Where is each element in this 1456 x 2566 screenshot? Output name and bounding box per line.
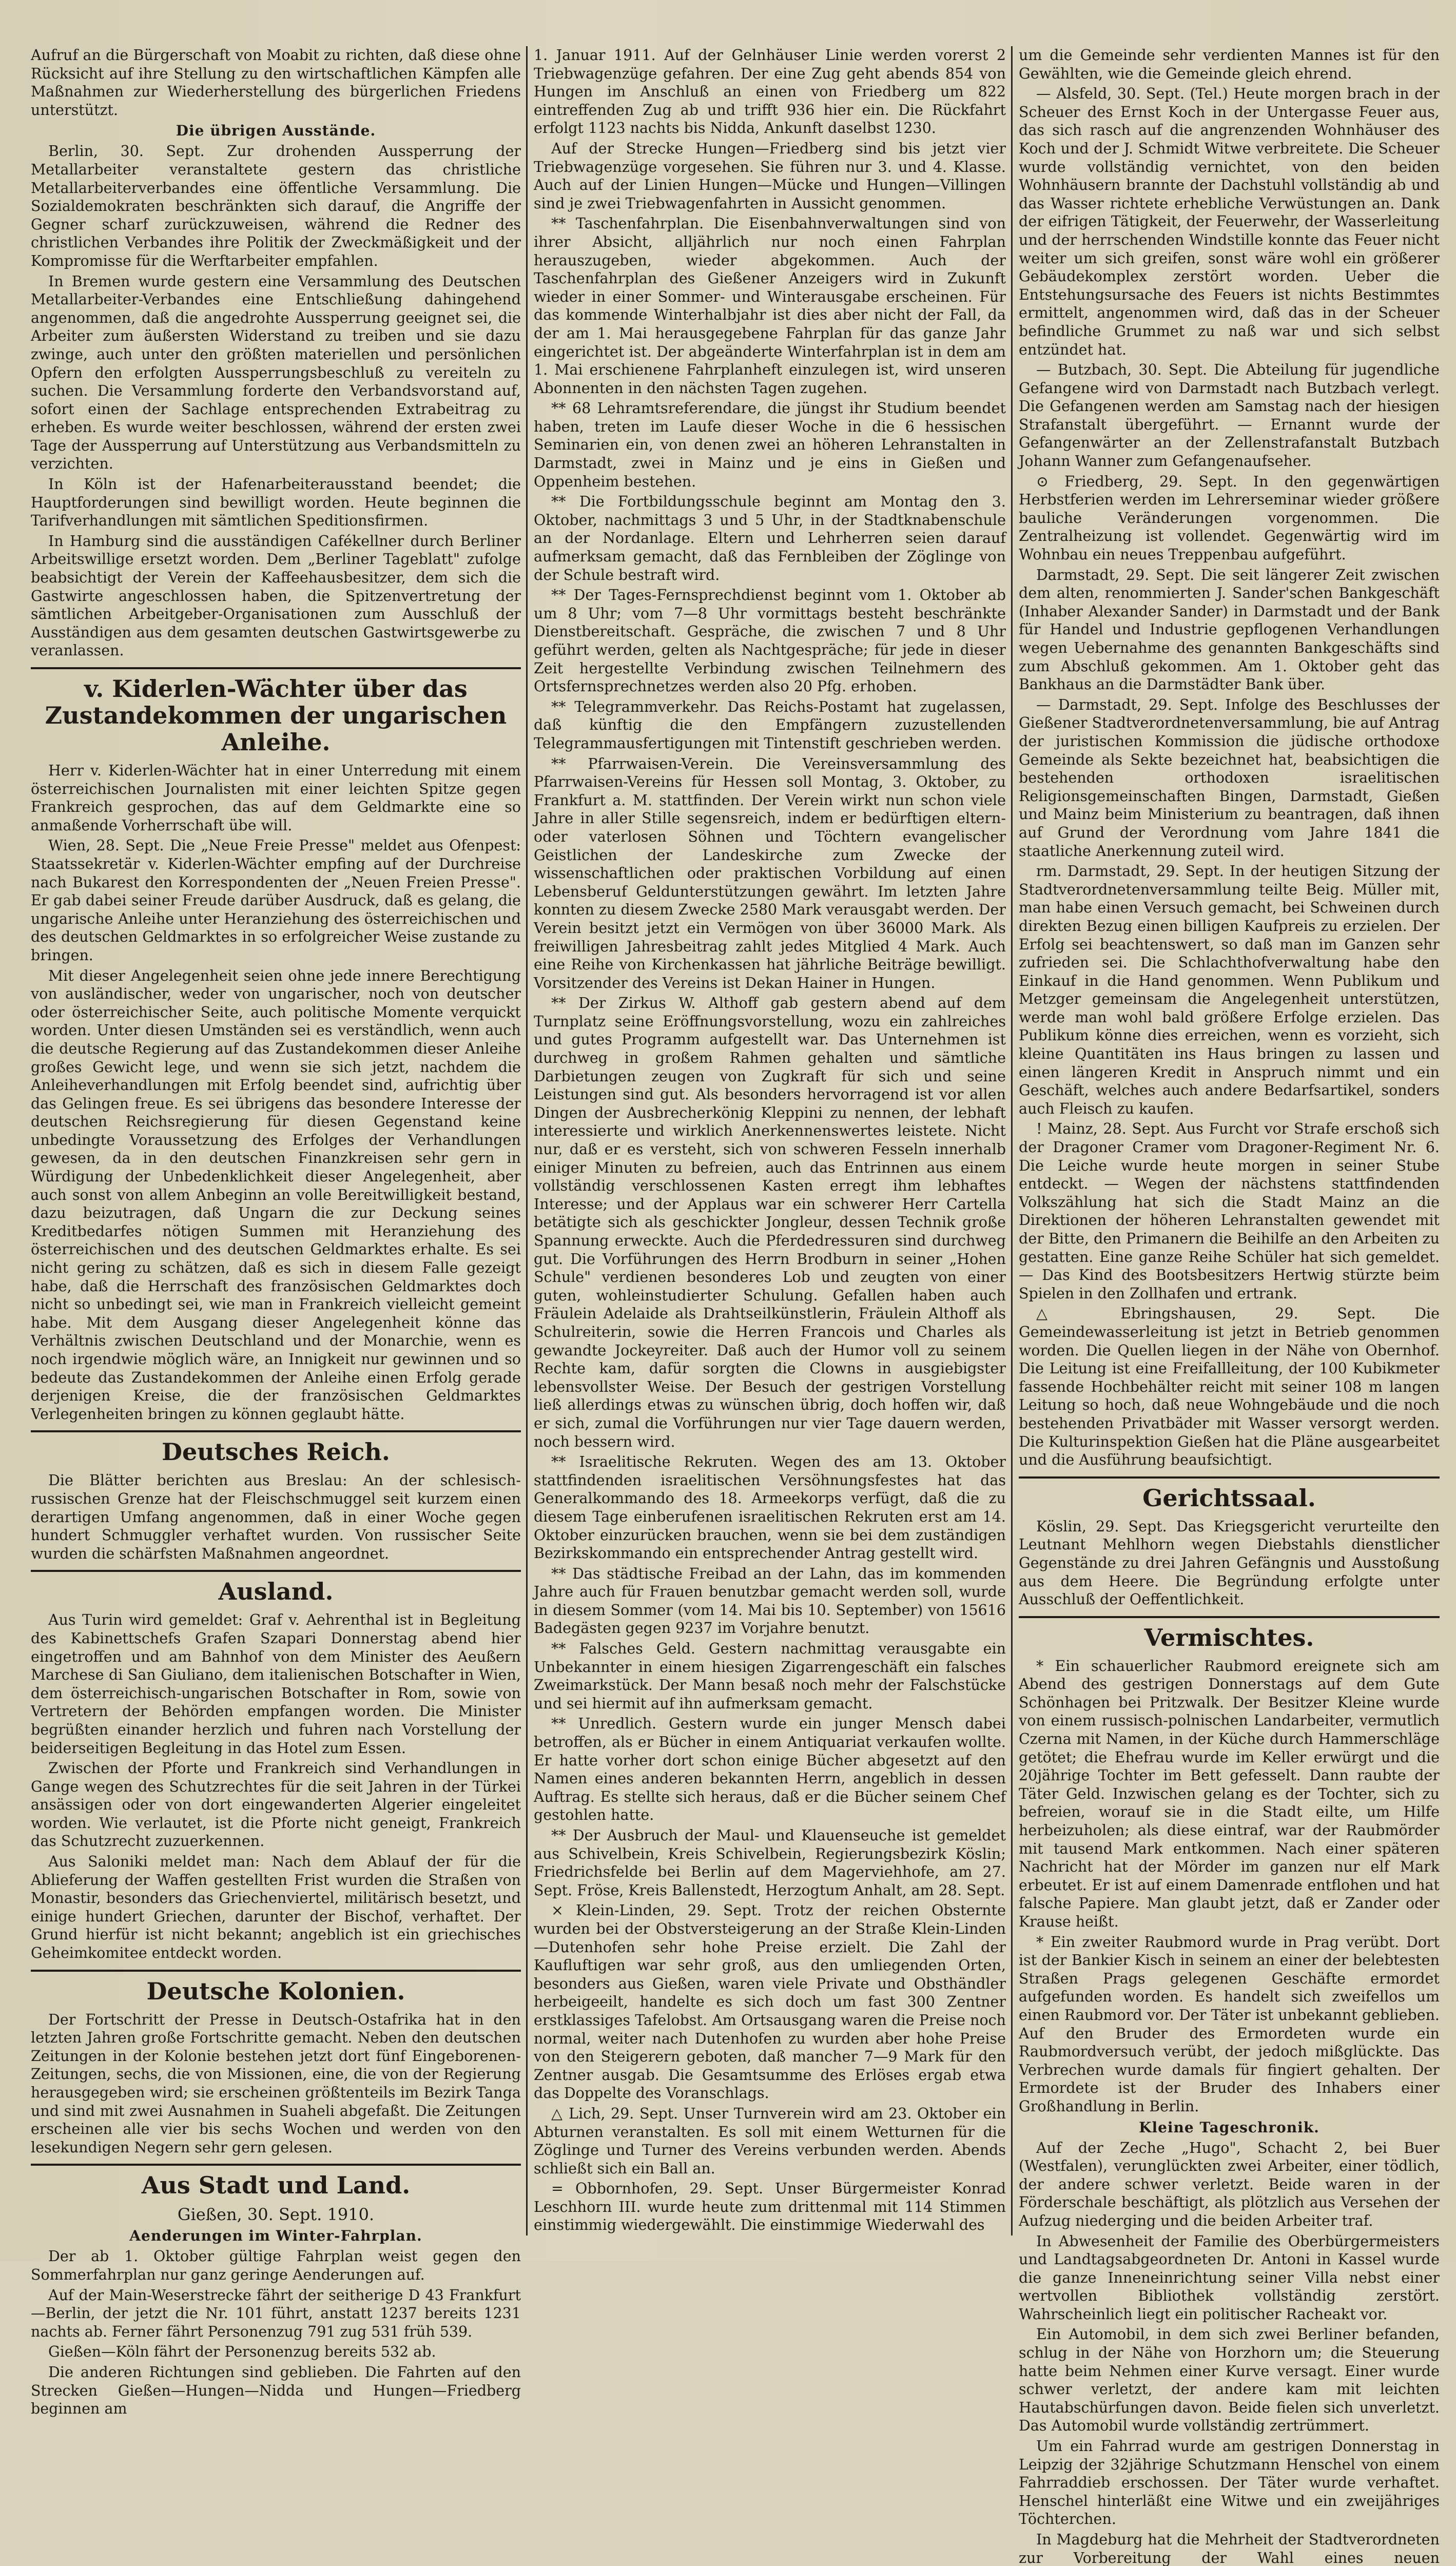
article-paragraph: Auf der Zeche „Hugo", Schacht 2, bei Buer (Westfalen), verunglückten zwei Arbeiter, einer tödlich, der andere schwer verletzt. Beide waren in der Förderschale beschäftigt, als plötzlich aus Versehen der Aufzug niederging und die beiden Arbeiter traf.	[1019, 2139, 1440, 2229]
article-paragraph: rm. Darmstadt, 29. Sept. In der heutigen Sitzung der Stadtverordnetenversammlung teilte Beig. Müller mit, man habe einen Versuch gemacht, bei Schweinen durch direkten Bezug einen billigen Kaufpreis zu erzielen. Der Erfolg sei beachtenswert, so daß man im Ganzen sehr zufrieden sei. Die Schlachthofverwaltung habe den Einkauf in die Hand genommen. Wenn Publikum und Metzger gemeinsam die Angelegenheit unterstützen, werde man wohl bald größere Erfolge erzielen. Das Publikum könne dies erreichen, wenn es vorzieht, sich kleine Quantitäten ins Haus bringen zu lassen und einen längeren Kredit in Anspruch nimmt und ein Geschäft, welches auch andere Bedarfsartikel, sonders auch Fleisch zu kaufen.	[1019, 863, 1440, 1117]
article-paragraph: ** Der Ausbruch der Maul- und Klauenseuche ist gemeldet aus Schivelbein, Kreis Schivelbein, Regierungsbezirk Köslin; Friedrichsfelde bei Berlin auf dem Magerviehhofe, am 27. Sept. Fröse, Kreis Ballenstedt, Herzogtum Anhalt, am 28. Sept.	[534, 1827, 1006, 1899]
column-rule	[1011, 46, 1013, 2235]
article-paragraph: △ Lich, 29. Sept. Unser Turnverein wird am 23. Oktober ein Abturnen veranstalten. Es soll mit einem Wetturnen für die Zöglinge und Turner des Vereins verbunden werden. Abends schließt sich ein Ball an.	[534, 2105, 1006, 2177]
article-paragraph: ** Der Tages-Fernsprechdienst beginnt vom 1. Oktober ab um 8 Uhr; vom 7—8 Uhr vormittags besteht beschränkte Dienstbereitschaft. Gespräche, die zwischen 7 und 8 Uhr geführt werden, gelten als Nachtgespräche; für jede in dieser Zeit hergestellte Verbindung zwischen Teilnehmern des Ortsfernsprechnetzes werden also 20 Pfg. erhoben.	[534, 587, 1006, 695]
article-paragraph: ** Unredlich. Gestern wurde ein junger Mensch dabei betroffen, als er Bücher in einem Antiquariat verkaufen wollte. Er hatte vorher dort schon einige Bücher abgesetzt auf den Namen eines anderen bekannten Herrn, angeblich in dessen Auftrag. Es stellte sich heraus, daß er die Bücher seinem Chef gestohlen hatte.	[534, 1715, 1006, 1824]
article-paragraph: * Ein zweiter Raubmord wurde in Prag verübt. Dort ist der Bankier Kisch in seinem an einer der belebtesten Straßen Prags gelegenen Geschäfte ermordet aufgefunden worden. Es handelt sich zweifellos um einen Raubmord vor. Der Täter ist unbekannt geblieben. Auf den Bruder des Ermordeten wurde ein Raubmordversuch verübt, der jedoch mißglückte. Das Verbrechen wurde damals für fingiert gehalten. Der Ermordete ist der Bruder des Inhabers einer Großhandlung in Berlin.	[1019, 1933, 1440, 2115]
article-paragraph: ** Falsches Geld. Gestern nachmittag verausgabte ein Unbekannter in einem hiesigen Zigarrengeschäft ein falsches Zweimarkstück. Der Mann besaß noch mehr der Falschstücke und sei hiermit auf ihn aufmerksam gemacht.	[534, 1640, 1006, 1712]
article-paragraph: — Alsfeld, 30. Sept. (Tel.) Heute morgen brach in der Scheuer des Ernst Koch in der Untergasse Feuer aus, das sich rasch auf die angrenzenden Wohnhäuser des Koch und der J. Schmidt Witwe verbreitete. Die Scheuer wurde vollständig vernichtet, von den beiden Wohnhäusern brannte der Dachstuhl vollständig ab und das Wasser richtete erhebliche Verwüstungen an. Dank der eifrigen Tätigkeit, der Feuerwehr, der Wasserleitung und der herrschenden Windstille konnte das Feuer nicht weiter um sich greifen, sonst wäre wohl ein größerer Gebäudekomplex zerstört worden. Ueber die Entstehungsursache des Feuers ist nichts Bestimmtes ermittelt, angenommen wird, daß das in der Scheuer befindliche Grummet zu naß war und sich selbst entzündet hat.	[1019, 85, 1440, 358]
article-paragraph: ! Mainz, 28. Sept. Aus Furcht vor Strafe erschoß sich der Dragoner Cramer vom Dragoner-Regiment Nr. 6. Die Leiche wurde heute morgen in seiner Stube entdeckt. — Wegen der nächstens stattfindenden Volkszählung hat sich die Stadt Mainz an die Direktionen der höheren Lehranstalten gewendet mit der Bitte, den Primanern die Beihilfe an den Arbeiten zu gestatten. Eine ganze Reihe Schüler hat sich gemeldet. — Das Kind des Bootsbesitzers Hertwig stürzte beim Spielen in den Zollhafen und ertrank.	[1019, 1120, 1440, 1302]
column-1	[31, 46, 521, 2418]
article-paragraph: Um ein Fahrrad wurde am gestrigen Donnerstag in Leipzig der 32jährige Schutzmann Henschel von einem Fahrraddieb erschossen. Der Täter wurde verhaftet. Henschel hinterläßt eine Witwe und ein zweijähriges Töchterchen.	[1019, 2438, 1440, 2528]
section-heading-vermischtes: Vermischtes.	[1019, 1616, 1440, 1651]
article-paragraph: ** Die Fortbildungsschule beginnt am Montag den 3. Oktober, nachmittags 3 und 5 Uhr, in der Stadtknabenschule an der Nordanlage. Eltern und Lehrherren seien darauf aufmerksam gemacht, daß das Fernbleiben der Zöglinge von der Schule bestraft wird.	[534, 493, 1006, 584]
article-paragraph: Die anderen Richtungen sind geblieben. Die Fahrten auf den Strecken Gießen—Hungen—Nidda und Hungen—Friedberg beginnen am	[31, 2363, 521, 2418]
article-paragraph: Auf der Strecke Hungen—Friedberg sind bis jetzt vier Triebwagenzüge vorgesehen. Sie führen nur 3. und 4. Klasse. Auch auf der Linien Hungen—Mücke und Hungen—Villingen sind je zwei Triebwagenfahrten in Aussicht genommen.	[534, 140, 1006, 212]
article-paragraph: Aus Saloniki meldet man: Nach dem Ablauf der für die Ablieferung der Waffen gestellten Frist wurden die Straßen von Monastir, besonders das Griechenviertel, militärisch besetzt, und einige hundert Griechen, darunter der Bischof, verhaftet. Der Grund hierfür ist nicht bekannt; angeblich ist ein griechisches Geheimkomitee entdeckt worden.	[31, 1853, 521, 1962]
article-paragraph: △ Ebringshausen, 29. Sept. Die Gemeindewasserleitung ist jetzt in Betrieb genommen worden. Die Quellen liegen in der Nähe von Obernhof. Die Leitung ist eine Freifallleitung, der 100 Kubikmeter fassende Hochbehälter reicht mit seiner 108 m langen Leitung so hoch, daß neue Wohngebäude und die noch bestehenden Privatbäder mit Wasser versorgt werden. Die Kulturinspektion Gießen hat die Pläne ausgearbeitet und die Ausführung beaufsichtigt.	[1019, 1305, 1440, 1469]
article-paragraph: ** Das städtische Freibad an der Lahn, das im kommenden Jahre auch für Frauen benutzbar gemacht werden soll, wurde in diesem Sommer (vom 14. Mai bis 10. September) von 15616 Badegästen gegen 9237 im Vorjahre benutzt.	[534, 1565, 1006, 1637]
article-paragraph: In Magdeburg hat die Mehrheit der Stadtverordneten zur Vorbereitung der Wahl eines neuen	[1019, 2531, 1440, 2566]
article-paragraph: ** 68 Lehramtsreferendare, die jüngst ihr Studium beendet haben, treten im Laufe dieser Woche in die 6 hessischen Seminarien ein, von denen zwei an höheren Lehranstalten in Darmstadt, zwei in Mainz und je eins in Gießen und Oppenheim bestehen.	[534, 400, 1006, 490]
article-paragraph: Der ab 1. Oktober gültige Fahrplan weist gegen den Sommerfahrplan nur ganz geringe Aenderungen auf.	[31, 2248, 521, 2283]
article-paragraph: × Klein-Linden, 29. Sept. Trotz der reichen Obsternte wurden bei der Obstversteigerung an der Straße Klein-Linden—Dutenhofen sehr hohe Preise erzielt. Die Zahl der Kaufluftigen war sehr groß, aus den umliegenden Orten, besonders aus Gießen, waren viele Private und Obsthändler herbeigeeilt, handelte es sich doch um fast 300 Zentner erstklassiges Tafelobst. Am Ortsausgang waren die Preise noch normal, weiter nach Dutenhofen zu wurden aber hohe Preise von den Steigerern geboten, daß mancher 7—9 Mark für den Zentner ausgab. Die Gesamtsumme des Erlöses ergab etwa das Doppelte des Voranschlags.	[534, 1902, 1006, 2102]
section-heading-stadt-und-land: Aus Stadt und Land.	[31, 2164, 521, 2199]
article-paragraph: ** Der Zirkus W. Althoff gab gestern abend auf dem Turnplatz seine Eröffnungsvorstellung, wozu ein zahlreiches und gutes Programm aufgestellt war. Das Unternehmen ist durchweg in großem Rahmen gehalten und sämtliche Darbietungen zeugen von Zugkraft für sich und seine Leistungen sind gut. Als besonders hervorragend ist vor allen Dingen der Ausbrecherkönig Kleppini zu nennen, der lebhaft interessierte und wirklich Anerkennenswertes leistete. Nicht nur, daß er es versteht, sich von schweren Fesseln innerhalb einiger Minuten zu befreien, auch das Entrinnen aus einem vollständig verschlossenen Kasten erregt ihm lebhaftes Interesse; und der Applaus war ein schwerer Herr Cartella betätigte sich als geschickter Jongleur, dessen Technik große Spannung erweckte. Auch die Pferdedressuren sind durchweg gut. Die Vorführungen des Herrn Brodburn in seiner „Hohen Schule" verdienen besonderes Lob und zeugten von einer guten, wohleinstudierter Schulung. Gefallen haben auch Fräulein Adelaide als Drahtseilkünstlerin, Fräulein Althoff als Schulreiterin, sowie die Herren Francois und Charles als gewandte Jockeyreiter. Daß auch der Humor voll zu seinem Rechte kam, dafür sorgten die Clowns in ausgiebigster lebensvollster Weise. Der Besuch der gestrigen Vorstellung ließ allerdings etwas zu wünschen übrig, doch hoffen wir, daß er sich, zumal die Vorführungen nur vier Tage dauern werden, noch bessern wird.	[534, 995, 1006, 1450]
article-paragraph: ⊙ Friedberg, 29. Sept. In den gegenwärtigen Herbstferien werden im Lehrerseminar wieder größere bauliche Veränderungen vorgenommen. Die Zentralheizung ist vollendet. Gegenwärtig wird im Wohnbau ein neues Treppenbau aufgeführt.	[1019, 473, 1440, 563]
section-heading-deutsches-reich: Deutsches Reich.	[31, 1430, 521, 1465]
article-paragraph: Mit dieser Angelegenheit seien ohne jede innere Berechtigung von ausländischer, weder von ungarischer, noch von deutscher oder österreichischer Seite, auch politische Momente verquickt worden. Unter diesen Umständen sei es verständlich, wenn auch die deutsche Regierung auf das Zustandekommen dieser Anleihe großes Gewicht lege, und wenn sie sich jetzt, nachdem die Anleiheverhandlungen mit Erfolg beendet sind, aufrichtig über das Gelingen freue. Es sei übrigens das besondere Interesse der deutschen Reichsregierung für diesen Gegenstand keine unbedingte Voraussetzung des Erfolges der Verhandlungen gewesen, da in den deutschen Finanzkreisen sehr gern in Würdigung der Unbedenklichkeit dieser Angelegenheit, aber auch sonst von allem Anbeginn an volle Bereitwilligkeit bestand, dazu beizutragen, daß Ungarn die zur Deckung seines Kreditbedarfes nötigen Summen mit Heranziehung des österreichischen und des deutschen Geldmarktes erhalte. Es sei nicht gering zu schätzen, daß es sich in diesem Falle gezeigt habe, daß die Herrschaft des französischen Geldmarktes doch nicht so unbedingt sei, wie man in Frankreich vielleicht gemeint habe. Mit dem Ausgang dieser Angelegenheit könne das Verhältnis zwischen Deutschland und der Monarchie, wenn es noch irgendwie möglich wäre, an Innigkeit nur gewinnen und so bedeute das Zustandekommen der Anleihe einen Erfolg gerade derjenigen Kreise, die der französischen Geldmarktes Verlegenheiten bringen zu können geglaubt hätte.	[31, 967, 521, 1423]
article-paragraph: Gießen—Köln fährt der Personenzug bereits 532 ab.	[48, 2343, 436, 2361]
section-heading-kolonien: Deutsche Kolonien.	[31, 1970, 521, 2005]
article-paragraph: Ein Automobil, in dem sich zwei Berliner befanden, schlug in der Nähe von Horzhorn um; die Steuerung hatte beim Nehmen einer Kurve versagt. Einer wurde schwer verletzt, der andere kam mit leichten Hautabschürfungen davon. Beide fielen sich unverletzt. Das Automobil wurde vollständig zertrümmert.	[1019, 2326, 1440, 2435]
article-paragraph: Aufruf an die Bürgerschaft von Moabit zu richten, daß diese ohne Rücksicht auf ihre Stellung zu den wirtschaftlichen Kämpfen alle Maßnahmen zur Wiederherstellung des bürgerlichen Friedens unterstützt.	[31, 47, 521, 119]
section-subheading: Die übrigen Ausstände.	[176, 122, 376, 140]
section-heading-gerichtssaal: Gerichtssaal.	[1019, 1476, 1440, 1511]
article-headline: v. Kiderlen-Wächter über das Zustandekommen der ungarischen Anleihe.	[31, 667, 521, 755]
article-paragraph: — Butzbach, 30. Sept. Die Abteilung für jugendliche Gefangene wird von Darmstadt nach Butzbach verlegt. Die Gefangenen werden am Samstag nach der hiesigen Strafanstalt übergeführt. — Ernannt wurde der Gefangenwärter an der Zellenstrafanstalt Butzbach Johann Wanner zum Gefangenaufseher.	[1019, 361, 1440, 470]
article-paragraph: * Ein schauerlicher Raubmord ereignete sich am Abend des gestrigen Donnerstags auf dem Gute Schönhagen bei Pritzwalk. Der Besitzer Kleine wurde von einem russisch-polnischen Landarbeiter, vermutlich Czerna mit Namen, in der Küche durch Hammerschläge getötet; die Ehefrau wurde im Keller erwürgt und die 20jährige Tochter im Bett gefesselt. Dann raubte der Täter Geld. Inzwischen gelang es der Tochter, sich zu befreien, worauf sie in die Stadt eilte, um Hilfe herbeizuholen; als diese eintraf, war der Raubmörder mit tausend Mark entkommen. Nach einer späteren Nachricht hat der Mörder im ganzen nur elf Mark erbeutet. Er ist auf einem Damenrade entflohen und hat falsche Papiere. Man glaubt jetzt, daß er Zander oder Krause heißt.	[1019, 1657, 1440, 1930]
section-heading-ausland: Ausland.	[31, 1570, 521, 1605]
article-paragraph: Zwischen der Pforte und Frankreich sind Verhandlungen in Gange wegen des Schutzrechtes für die seit Jahren in der Türkei ansässigen oder von dort eingewanderten Algerier eingeleitet worden. Wie verlautet, ist die Pforte nicht geneigt, Frankreich das Schutzrecht zuzuerkennen.	[31, 1760, 521, 1850]
article-paragraph: Darmstadt, 29. Sept. Die seit längerer Zeit zwischen dem alten, renommierten J. Sander'schen Bankgeschäft (Inhaber Alexander Sander) in Darmstadt und der Bank für Handel und Industrie gepflogenen Verhandlungen wegen Uebernahme des genannten Bankgeschäfts sind zum Abschluß gekommen. Am 1. Oktober geht das Bankhaus an die Darmstädter Bank über.	[1019, 566, 1440, 693]
article-paragraph: Der Fortschritt der Presse in Deutsch-Ostafrika hat in den letzten Jahren große Fortschritte gemacht. Neben den deutschen Zeitungen in der Kolonie bestehen jetzt dort fünf Eingeborenen-Zeitungen, sechs, die von Missionen, eine, die von der Regierung herausgegeben wird; sie erscheinen größtenteils im Bezirk Tanga und sind mit zwei Ausnahmen in Suaheli abgefaßt. Die Zeitungen erscheinen alle vier bis sechs Wochen und werden von den lesekundigen Negern sehr gern gelesen.	[31, 2011, 521, 2156]
article-paragraph: ** Israelitische Rekruten. Wegen des am 13. Oktober stattfindenden israelitischen Versöhnungsfestes hat das Generalkommando des 18. Armeekorps verfügt, daß die zu diesem Tage einberufenen israelitischen Rekruten erst am 14. Oktober einzurücken brauchen, wenn sie bei dem zuständigen Bezirkskommando ein entsprechender Antrag gestellt wird.	[534, 1453, 1006, 1562]
article-paragraph: Aus Turin wird gemeldet: Graf v. Aehrenthal ist in Begleitung des Kabinettschefs Grafen Szapari Donnerstag abend hier eingetroffen und am Bahnhof von dem Minister des Aeußern Marchese di San Giuliano, dem italienischen Botschafter in Wien, dem österreichisch-ungarischen Botschafter in Rom, sowie von Vertretern der Behörden empfangen worden. Die Minister begrüßten einander herzlich und fuhren nach Vorstellung der beiderseitigen Begleitung in das Hotel zum Essen.	[31, 1611, 521, 1757]
article-paragraph: Wien, 28. Sept. Die „Neue Freie Presse" meldet aus Ofenpest: Staatssekretär v. Kiderlen-Wächter empfing auf der Durchreise nach Bukarest den Korrespondenten der „Neuen Freien Presse". Er gab dabei seiner Freude darüber Ausdruck, daß es gelang, die ungarische Anleihe unter Heranziehung des österreichischen und des deutschen Geldmarktes in so erfolgreicher Weise zustande zu bringen.	[31, 837, 521, 964]
article-paragraph: — Darmstadt, 29. Sept. Infolge des Beschlusses der Gießener Stadtverordnetenversammlung, bie auf Antrag der juristischen Kommission die jüdische orthodoxe Gemeinde als Sekte bezeichnet hat, beabsichtigen die bestehenden orthodoxen israelitischen Religionsgemeinschaften Bingen, Darmstadt, Gießen und Mainz beim Ministerium zu beantragen, daß ihnen auf Grund der Verordnung vom Jahre 1841 die staatliche Anerkennung zuteil wird.	[1019, 696, 1440, 860]
article-paragraph: ** Taschenfahrplan. Die Eisenbahnverwaltungen sind von ihrer Absicht, alljährlich nur noch einen Fahrplan herauszugeben, wieder abgekommen. Auch der Taschenfahrplan des Gießener Anzeigers wird in Zukunft wieder in einer Sommer- und Winterausgabe erscheinen. Für das kommende Winterhalbjahr ist dies aber nicht der Fall, da der am 1. Mai herausgegebene Fahrplan für das ganze Jahr eingerichtet ist. Der abgeänderte Winterfahrplan ist in dem am 1. Mai erschienene Fahrplanheft einzulegen ist, wird unseren Abonnenten in den nächsten Tagen zugehen.	[534, 215, 1006, 397]
article-paragraph: Die Blätter berichten aus Breslau: An der schlesisch-russischen Grenze hat der Fleischschmuggel seit kurzem einen derartigen Umfang angenommen, daß in einer Woche gegen hundert Schmuggler verhaftet wurden. Von russischer Seite wurden die schärfsten Maßnahmen angeordnet.	[31, 1472, 521, 1562]
article-paragraph: ** Telegrammverkehr. Das Reichs-Postamt hat zugelassen, daß künftig die den Empfängern zuzustellenden Telegrammausfertigungen mit Tintenstift geschrieben werden.	[534, 698, 1006, 752]
article-paragraph: Köslin, 29. Sept. Das Kriegsgericht verurteilte den Leutnant Mehlhorn wegen Diebstahls dienstlicher Gegenstände zu drei Jahren Gefängnis und Ausstoßung aus dem Heere. Die Begründung erfolgte unter Ausschluß der Oeffentlichkeit.	[1019, 1518, 1440, 1608]
column-rule	[526, 46, 528, 2235]
article-paragraph: In Bremen wurde gestern eine Versammlung des Deutschen Metallarbeiter-Verbandes eine Entschließung dahingehend angenommen, daß die angedrohte Aussperrung geeignet sei, die Arbeiter zum äußersten Widerstand zu treiben und sie dazu zwinge, auch unter den größten materiellen und persönlichen Opfern den erfolgten Aussperrungsbeschluß zu vereiteln zu suchen. Die Versammlung forderte den Verbandsvorstand auf, sofort einen der Sachlage entsprechenden Extrabeitrag zu erheben. Es wurde weiter beschlossen, während der ersten zwei Tage der Aussperrung auf Unterstützung aus Verbandsmitteln zu verzichten.	[31, 273, 521, 473]
article-paragraph: In Abwesenheit der Familie des Oberbürgermeisters und Landtagsabgeordneten Dr. Antoni in Kassel wurde die ganze Inneneinrichtung seiner Villa nebst einer wertvollen Bibliothek vollständig zerstört. Wahrscheinlich liegt ein politischer Racheakt vor.	[1019, 2232, 1440, 2323]
column-2	[534, 46, 1006, 2235]
article-paragraph: ** Pfarrwaisen-Verein. Die Vereinsversammlung des Pfarrwaisen-Vereins für Hessen soll Montag, 3. Oktober, zu Frankfurt a. M. stattfinden. Der Verein wirkt nun schon viele Jahre in aller Stille segensreich, indem er bedürftigen eltern- oder vaterlosen Söhnen und Töchtern evangelischer Geistlichen der Landeskirche zum Zwecke der wissenschaftlichen oder praktischen Vorbildung auf einen Lebensberuf Geldunterstützungen gewährt. Im letzten Jahre konnten zu diesem Zwecke 2580 Mark verausgabt werden. Der Verein besitzt jetzt ein Vermögen von über 36000 Mark. Als freiwilligen Jahresbeitrag zahlt jedes Mitglied 4 Mark. Auch eine Reihe von Kirchenkassen hat jährliche Beiträge bewilligt. Vorsitzender des Vereins ist Dekan Hainer in Hungen.	[534, 755, 1006, 992]
article-paragraph: Berlin, 30. Sept. Zur drohenden Aussperrung der Metallarbeiter veranstaltete gestern das christliche Metallarbeiterverbandes eine öffentliche Versammlung. Die Sozialdemokraten beschränkten sich darauf, die Angriffe der Gegner scharf zurückzuweisen, während die Redner des christlichen Verbandes ihre Politik der Zweckmäßigkeit und der Kompromisse für die Werftarbeiter empfahlen.	[31, 143, 521, 269]
article-paragraph: Auf der Main-Weserstrecke fährt der seitherige D 43 Frankfurt—Berlin, der jetzt die Nr. 101 führt, anstatt 1237 bereits 1231 nachts ab. Ferner fährt Personenzug 791 zug 531 früh 539.	[31, 2286, 521, 2340]
column-3	[1019, 46, 1440, 2566]
section-subheading: Kleine Tageschronik.	[1139, 2118, 1319, 2136]
article-paragraph: = Obbornhofen, 29. Sept. Unser Bürgermeister Konrad Leschhorn III. wurde heute zum drittenmal mit 114 Stimmen einstimmig wiedergewählt. Die einstimmige Wiederwahl des	[534, 2180, 1006, 2234]
article-paragraph: Herr v. Kiderlen-Wächter hat in einer Unterredung mit einem österreichischen Journalisten mit einer leichten Spitze gegen Frankreich gesprochen, das auf dem Geldmarkte eine so anmaßende Vorherrschaft übe will.	[31, 762, 521, 834]
article-paragraph: In Köln ist der Hafenarbeiterausstand beendet; die Hauptforderungen sind bewilligt worden. Heute beginnen die Tarifverhandlungen mit sämtlichen Speditionsfirmen.	[31, 476, 521, 530]
article-paragraph: um die Gemeinde sehr verdienten Mannes ist für den Gewählten, wie die Gemeinde gleich ehrend.	[1019, 47, 1440, 82]
article-paragraph: 1. Januar 1911. Auf der Gelnhäuser Linie werden vorerst 2 Triebwagenzüge gefahren. Der eine Zug geht abends 854 von Hungen im Anschluß an einen von Friedberg um 822 eintreffenden Zug ab und trifft 936 hier ein. Die Rückfahrt erfolgt 1123 nachts bis Nidda, Ankunft daselbst 1230.	[534, 47, 1006, 137]
dateline: Gießen, 30. Sept. 1910.	[177, 2205, 375, 2225]
article-paragraph: In Hamburg sind die ausständigen Cafékellner durch Berliner Arbeitswillige ersetzt worden. Dem „Berliner Tageblatt" zufolge beabsichtigt der Verein der Kaffeehausbesitzer, dem sich die Gastwirte angeschlossen haben, die Spitzenvertretung der sämtlichen Arbeitgeber-Organisationen zum Ausschluß der Ausständigen aus dem gesamten deutschen Gastwirtsgewerbe zu veranlassen.	[31, 532, 521, 659]
section-subheading: Aenderungen im Winter-Fahrplan.	[129, 2227, 422, 2245]
